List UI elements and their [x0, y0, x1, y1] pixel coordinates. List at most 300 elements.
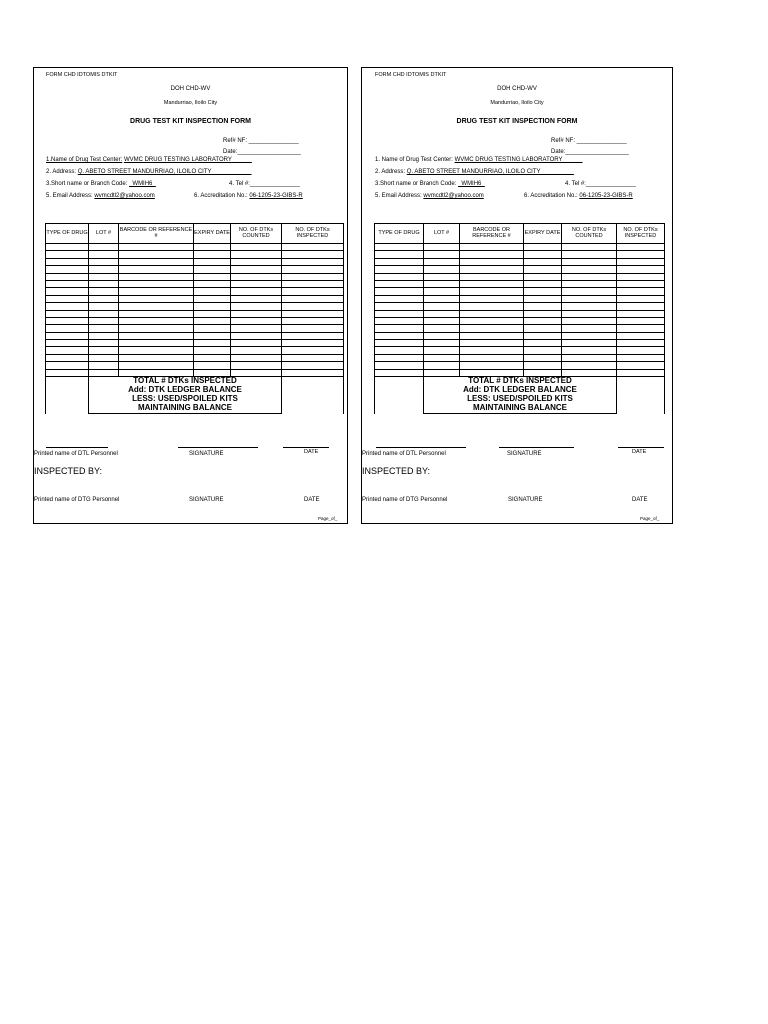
table-row — [375, 362, 665, 369]
table-cell[interactable] — [194, 295, 231, 302]
table-cell[interactable] — [424, 310, 460, 317]
field-branch-code-value: _WMIH6_ — [129, 181, 156, 187]
inspection-form-left — [33, 67, 348, 524]
field-address[interactable] — [46, 169, 252, 175]
table-cell[interactable] — [375, 258, 424, 265]
field-accreditation-value: 06-1205-23-GIBS-R — [579, 193, 633, 199]
table-cell[interactable] — [375, 369, 424, 376]
table-row — [375, 332, 665, 339]
inspected-by-label: INSPECTED BY: — [34, 466, 103, 476]
date-label: DATE — [632, 449, 647, 455]
table-cell[interactable] — [282, 288, 344, 295]
table-cell[interactable] — [562, 280, 617, 287]
table-cell[interactable] — [424, 325, 460, 332]
form-code: FORM CHD IDTOMIS DTKIT — [375, 72, 447, 78]
table-cell[interactable] — [89, 266, 119, 273]
table-cell[interactable] — [46, 280, 89, 287]
col-lot: LOT # — [424, 224, 460, 244]
field-accreditation[interactable] — [194, 193, 303, 199]
table-cell[interactable] — [282, 332, 344, 339]
table-cell[interactable] — [282, 369, 344, 376]
table-cell[interactable] — [524, 258, 562, 265]
table-cell[interactable] — [375, 310, 424, 317]
table-cell[interactable] — [119, 340, 194, 347]
table-body — [375, 244, 665, 377]
form-title: DRUG TEST KIT INSPECTION FORM — [130, 118, 251, 125]
table-cell[interactable] — [424, 347, 460, 354]
table-cell[interactable] — [119, 251, 194, 258]
table-cell[interactable] — [562, 362, 617, 369]
maintaining-balance-label: MAINTAINING BALANCE — [89, 404, 282, 414]
org-name: DOH CHD-WV — [497, 86, 537, 92]
table-cell[interactable] — [424, 258, 460, 265]
table-cell[interactable] — [119, 280, 194, 287]
table-cell[interactable] — [194, 244, 231, 251]
table-cell[interactable] — [89, 288, 119, 295]
table-cell[interactable] — [424, 362, 460, 369]
table-cell[interactable] — [89, 369, 119, 376]
table-cell[interactable] — [424, 303, 460, 310]
table-cell[interactable] — [119, 362, 194, 369]
table-cell[interactable] — [231, 325, 282, 332]
table-row — [375, 347, 665, 354]
table-cell[interactable] — [460, 325, 524, 332]
table-cell[interactable] — [119, 288, 194, 295]
field-email-value: wvmcdtl2@yahoo.com — [423, 193, 484, 199]
table-cell[interactable] — [119, 310, 194, 317]
table-row — [375, 295, 665, 302]
table-cell[interactable] — [562, 258, 617, 265]
table-cell[interactable] — [282, 310, 344, 317]
table-cell[interactable] — [375, 251, 424, 258]
printed-dtg-label: Printed name of DTG Personnel — [34, 497, 120, 503]
table-cell[interactable] — [119, 273, 194, 280]
table-cell[interactable] — [194, 317, 231, 324]
used-spoiled-cell[interactable] — [617, 395, 665, 404]
table-cell[interactable] — [231, 288, 282, 295]
table-cell[interactable] — [89, 310, 119, 317]
table-cell[interactable] — [375, 362, 424, 369]
table-cell[interactable] — [460, 280, 524, 287]
table-cell[interactable] — [231, 273, 282, 280]
ledger-balance-cell[interactable] — [617, 386, 665, 395]
table-cell[interactable] — [89, 251, 119, 258]
total-inspected-cell[interactable] — [282, 377, 344, 387]
table-cell[interactable] — [424, 273, 460, 280]
field-center-name-value: WVMC DRUG TESTING LABORATORY — [454, 157, 563, 163]
table-cell[interactable] — [46, 251, 89, 258]
table-cell[interactable] — [231, 332, 282, 339]
table-cell[interactable] — [524, 266, 562, 273]
table-cell[interactable] — [524, 303, 562, 310]
table-cell[interactable] — [617, 303, 665, 310]
dtl-name-line[interactable] — [376, 447, 466, 448]
table-cell[interactable] — [524, 310, 562, 317]
table-cell[interactable] — [460, 273, 524, 280]
col-type-of-drug: TYPE OF DRUG — [46, 224, 89, 244]
table-cell[interactable] — [89, 354, 119, 361]
col-counted: NO. OF DTKs COUNTED — [231, 224, 282, 244]
field-email[interactable] — [46, 193, 155, 199]
table-cell[interactable] — [617, 310, 665, 317]
table-cell[interactable] — [119, 347, 194, 354]
field-email-label: 5. Email Address: — [375, 193, 422, 199]
table-cell[interactable] — [89, 317, 119, 324]
table-cell[interactable] — [119, 317, 194, 324]
table-cell[interactable] — [46, 325, 89, 332]
table-cell[interactable] — [46, 266, 89, 273]
table-cell[interactable] — [375, 332, 424, 339]
table-row — [46, 310, 344, 317]
field-address-value: Q. ABETO STREET MANDURRIAO, ILOILO CITY — [77, 169, 212, 175]
table-cell[interactable] — [89, 273, 119, 280]
ref-field[interactable]: Ref# NF: _______________ — [551, 138, 627, 144]
table-cell[interactable] — [282, 354, 344, 361]
table-cell[interactable] — [562, 266, 617, 273]
table-cell[interactable] — [89, 258, 119, 265]
table-cell[interactable] — [194, 354, 231, 361]
table-cell[interactable] — [375, 317, 424, 324]
table-cell[interactable] — [231, 310, 282, 317]
table-cell[interactable] — [562, 354, 617, 361]
table-cell[interactable] — [89, 332, 119, 339]
date-field[interactable]: Date:___________________ — [223, 149, 301, 155]
dtl-signature-line[interactable] — [178, 447, 258, 448]
table-cell[interactable] — [282, 273, 344, 280]
table-cell[interactable] — [89, 325, 119, 332]
table-cell[interactable] — [617, 340, 665, 347]
table-cell[interactable] — [562, 310, 617, 317]
table-cell[interactable] — [460, 251, 524, 258]
maintaining-balance-cell[interactable] — [617, 404, 665, 414]
table-cell[interactable] — [617, 347, 665, 354]
field-address[interactable] — [375, 169, 574, 175]
table-cell[interactable] — [231, 266, 282, 273]
table-cell[interactable] — [460, 266, 524, 273]
inspection-table — [374, 223, 665, 414]
table-cell[interactable] — [119, 258, 194, 265]
table-cell[interactable] — [524, 244, 562, 251]
table-cell[interactable] — [231, 280, 282, 287]
inspected-by-label: INSPECTED BY: — [362, 466, 431, 476]
table-cell[interactable] — [562, 288, 617, 295]
table-row — [46, 251, 344, 258]
field-tel[interactable]: 4. Tel #:_______________ — [229, 181, 300, 187]
table-cell[interactable] — [460, 258, 524, 265]
table-cell[interactable] — [460, 317, 524, 324]
table-cell[interactable] — [460, 340, 524, 347]
table-cell[interactable] — [119, 303, 194, 310]
table-cell[interactable] — [89, 303, 119, 310]
table-cell[interactable] — [375, 288, 424, 295]
table-cell[interactable] — [460, 347, 524, 354]
table-cell[interactable] — [231, 354, 282, 361]
table-cell[interactable] — [375, 347, 424, 354]
table-cell[interactable] — [89, 347, 119, 354]
table-cell[interactable] — [617, 280, 665, 287]
table-cell[interactable] — [617, 369, 665, 376]
table-cell[interactable] — [231, 244, 282, 251]
table-cell[interactable] — [424, 354, 460, 361]
table-cell[interactable] — [617, 332, 665, 339]
table-row — [46, 354, 344, 361]
table-cell[interactable] — [375, 325, 424, 332]
inspection-table — [45, 223, 344, 414]
table-cell[interactable] — [231, 362, 282, 369]
field-center-name[interactable] — [375, 157, 583, 163]
field-email[interactable] — [375, 193, 484, 199]
table-cell[interactable] — [194, 325, 231, 332]
table-cell[interactable] — [460, 288, 524, 295]
dtl-date-line[interactable] — [618, 447, 664, 448]
table-cell[interactable] — [562, 317, 617, 324]
table-cell[interactable] — [282, 266, 344, 273]
table-cell[interactable] — [617, 295, 665, 302]
signature-label-2: SIGNATURE — [508, 497, 543, 503]
table-cell[interactable] — [194, 303, 231, 310]
table-cell[interactable] — [424, 369, 460, 376]
total-inspected-cell[interactable] — [617, 377, 665, 387]
used-spoiled-cell[interactable] — [282, 395, 344, 404]
table-cell[interactable] — [231, 317, 282, 324]
field-tel[interactable]: 4. Tel #:_______________ — [565, 181, 636, 187]
table-cell[interactable] — [460, 310, 524, 317]
table-cell[interactable] — [194, 340, 231, 347]
table-cell[interactable] — [617, 251, 665, 258]
table-cell[interactable] — [46, 317, 89, 324]
table-cell[interactable] — [231, 258, 282, 265]
table-cell[interactable] — [375, 295, 424, 302]
table-cell[interactable] — [460, 332, 524, 339]
org-name: DOH CHD-WV — [170, 86, 211, 92]
ledger-balance-cell[interactable] — [282, 386, 344, 395]
table-cell[interactable] — [375, 303, 424, 310]
table-cell[interactable] — [194, 280, 231, 287]
table-cell[interactable] — [46, 303, 89, 310]
dtl-date-line[interactable] — [283, 447, 329, 448]
form-code: FORM CHD IDTOMIS DTKIT — [46, 72, 118, 78]
table-row — [46, 266, 344, 273]
table-cell[interactable] — [562, 325, 617, 332]
field-branch-code[interactable] — [46, 181, 156, 187]
table-cell[interactable] — [89, 295, 119, 302]
table-cell[interactable] — [617, 362, 665, 369]
table-cell[interactable] — [46, 347, 89, 354]
table-cell[interactable] — [282, 251, 344, 258]
field-branch-code[interactable] — [375, 181, 485, 187]
table-cell[interactable] — [424, 340, 460, 347]
table-cell[interactable] — [119, 266, 194, 273]
table-cell[interactable] — [375, 266, 424, 273]
table-cell[interactable] — [562, 244, 617, 251]
table-cell[interactable] — [231, 369, 282, 376]
table-cell[interactable] — [194, 273, 231, 280]
total-inspected-label: TOTAL # DTKs INSPECTED — [424, 377, 617, 387]
table-cell[interactable] — [562, 273, 617, 280]
table-cell[interactable] — [524, 273, 562, 280]
table-cell[interactable] — [524, 362, 562, 369]
col-inspected: NO. OF DTKs INSPECTED — [282, 224, 344, 244]
table-cell[interactable] — [562, 340, 617, 347]
table-cell[interactable] — [375, 280, 424, 287]
table-cell[interactable] — [375, 273, 424, 280]
dtl-signature-line[interactable] — [499, 447, 574, 448]
table-row — [46, 325, 344, 332]
table-cell[interactable] — [282, 303, 344, 310]
field-center-name[interactable] — [46, 157, 252, 163]
table-cell[interactable] — [562, 295, 617, 302]
table-cell[interactable] — [375, 244, 424, 251]
field-email-label: 5. Email Address: — [46, 193, 93, 199]
table-cell[interactable] — [617, 266, 665, 273]
table-cell[interactable] — [194, 362, 231, 369]
table-cell[interactable] — [424, 251, 460, 258]
table-cell[interactable] — [119, 354, 194, 361]
field-address-value: Q. ABETO STREET MANDURRIAO, ILOILO CITY — [406, 169, 541, 175]
ref-field[interactable]: Ref# NF: _______________ — [223, 138, 299, 144]
table-cell[interactable] — [524, 251, 562, 258]
table-cell[interactable] — [282, 280, 344, 287]
table-cell[interactable] — [375, 354, 424, 361]
table-cell[interactable] — [282, 362, 344, 369]
table-cell[interactable] — [46, 310, 89, 317]
table-cell[interactable] — [282, 244, 344, 251]
table-cell[interactable] — [562, 251, 617, 258]
date-label-2: DATE — [632, 497, 648, 503]
ledger-balance-label: Add: DTK LEDGER BALANCE — [89, 386, 282, 395]
dtl-name-line[interactable] — [46, 447, 108, 448]
table-cell[interactable] — [89, 362, 119, 369]
signature-label: SIGNATURE — [189, 451, 224, 457]
table-cell[interactable] — [524, 332, 562, 339]
table-cell[interactable] — [424, 288, 460, 295]
table-cell[interactable] — [89, 244, 119, 251]
table-cell[interactable] — [119, 325, 194, 332]
table-cell[interactable] — [282, 325, 344, 332]
table-cell[interactable] — [231, 347, 282, 354]
table-row — [46, 303, 344, 310]
table-cell[interactable] — [524, 347, 562, 354]
table-cell[interactable] — [46, 332, 89, 339]
table-cell[interactable] — [46, 295, 89, 302]
table-cell[interactable] — [617, 273, 665, 280]
table-cell[interactable] — [119, 332, 194, 339]
field-branch-code-value: _WMIH6_ — [458, 181, 485, 187]
table-cell[interactable] — [231, 251, 282, 258]
table-cell[interactable] — [424, 332, 460, 339]
table-cell[interactable] — [524, 288, 562, 295]
table-cell[interactable] — [524, 280, 562, 287]
table-cell[interactable] — [282, 347, 344, 354]
table-cell[interactable] — [282, 317, 344, 324]
table-cell[interactable] — [617, 325, 665, 332]
table-cell[interactable] — [562, 303, 617, 310]
table-cell[interactable] — [617, 317, 665, 324]
table-cell[interactable] — [460, 303, 524, 310]
table-cell[interactable] — [282, 295, 344, 302]
table-cell[interactable] — [282, 340, 344, 347]
table-cell[interactable] — [524, 340, 562, 347]
page-number: Page_of_ — [640, 516, 660, 521]
table-cell[interactable] — [562, 347, 617, 354]
table-cell[interactable] — [524, 325, 562, 332]
table-cell[interactable] — [194, 266, 231, 273]
table-cell[interactable] — [46, 244, 89, 251]
table-cell[interactable] — [194, 310, 231, 317]
used-spoiled-label: LESS: USED/SPOILED KITS — [89, 395, 282, 404]
table-cell[interactable] — [460, 362, 524, 369]
table-cell[interactable] — [231, 295, 282, 302]
table-cell[interactable] — [89, 280, 119, 287]
maintaining-balance-cell[interactable] — [282, 404, 344, 414]
table-cell[interactable] — [46, 362, 89, 369]
table-cell[interactable] — [89, 340, 119, 347]
table-row — [46, 273, 344, 280]
table-cell[interactable] — [424, 244, 460, 251]
table-cell[interactable] — [424, 266, 460, 273]
table-cell[interactable] — [424, 295, 460, 302]
table-cell[interactable] — [562, 332, 617, 339]
table-cell[interactable] — [119, 244, 194, 251]
table-cell[interactable] — [617, 258, 665, 265]
signature-label: SIGNATURE — [507, 451, 542, 457]
table-cell[interactable] — [46, 354, 89, 361]
table-cell[interactable] — [617, 244, 665, 251]
date-field[interactable]: Date:___________________ — [551, 149, 629, 155]
table-cell[interactable] — [46, 369, 89, 376]
col-expiry: EXPIRY DATE — [194, 224, 231, 244]
field-accreditation-value: 06-1205-23-GIBS-R — [249, 193, 303, 199]
table-cell[interactable] — [46, 340, 89, 347]
table-cell[interactable] — [194, 288, 231, 295]
table-cell[interactable] — [194, 347, 231, 354]
col-lot: LOT # — [89, 224, 119, 244]
table-cell[interactable] — [424, 317, 460, 324]
table-cell[interactable] — [460, 244, 524, 251]
table-cell[interactable] — [282, 258, 344, 265]
col-barcode: BARCODE OR REFERENCE # — [460, 224, 524, 244]
table-cell[interactable] — [617, 288, 665, 295]
table-cell[interactable] — [231, 340, 282, 347]
table-cell[interactable] — [46, 258, 89, 265]
table-cell[interactable] — [194, 251, 231, 258]
field-accreditation[interactable] — [524, 193, 633, 199]
date-label-2: DATE — [304, 497, 320, 503]
table-cell[interactable] — [194, 258, 231, 265]
table-cell[interactable] — [424, 280, 460, 287]
table-cell[interactable] — [524, 317, 562, 324]
table-cell[interactable] — [46, 273, 89, 280]
table-cell[interactable] — [460, 295, 524, 302]
table-cell[interactable] — [231, 303, 282, 310]
table-cell[interactable] — [46, 288, 89, 295]
table-cell[interactable] — [119, 295, 194, 302]
table-cell[interactable] — [524, 354, 562, 361]
table-row — [375, 325, 665, 332]
table-cell[interactable] — [524, 295, 562, 302]
table-cell[interactable] — [460, 354, 524, 361]
table-row — [375, 288, 665, 295]
date-label: DATE — [304, 449, 319, 455]
table-cell[interactable] — [617, 354, 665, 361]
table-row — [375, 266, 665, 273]
org-location: Mandurriao, Iloilo City — [490, 100, 544, 106]
table-row — [46, 317, 344, 324]
printed-dtg-label: Printed name of DTG Personnel — [362, 497, 448, 503]
ledger-balance-label: Add: DTK LEDGER BALANCE — [424, 386, 617, 395]
table-cell[interactable] — [375, 340, 424, 347]
table-cell[interactable] — [194, 332, 231, 339]
